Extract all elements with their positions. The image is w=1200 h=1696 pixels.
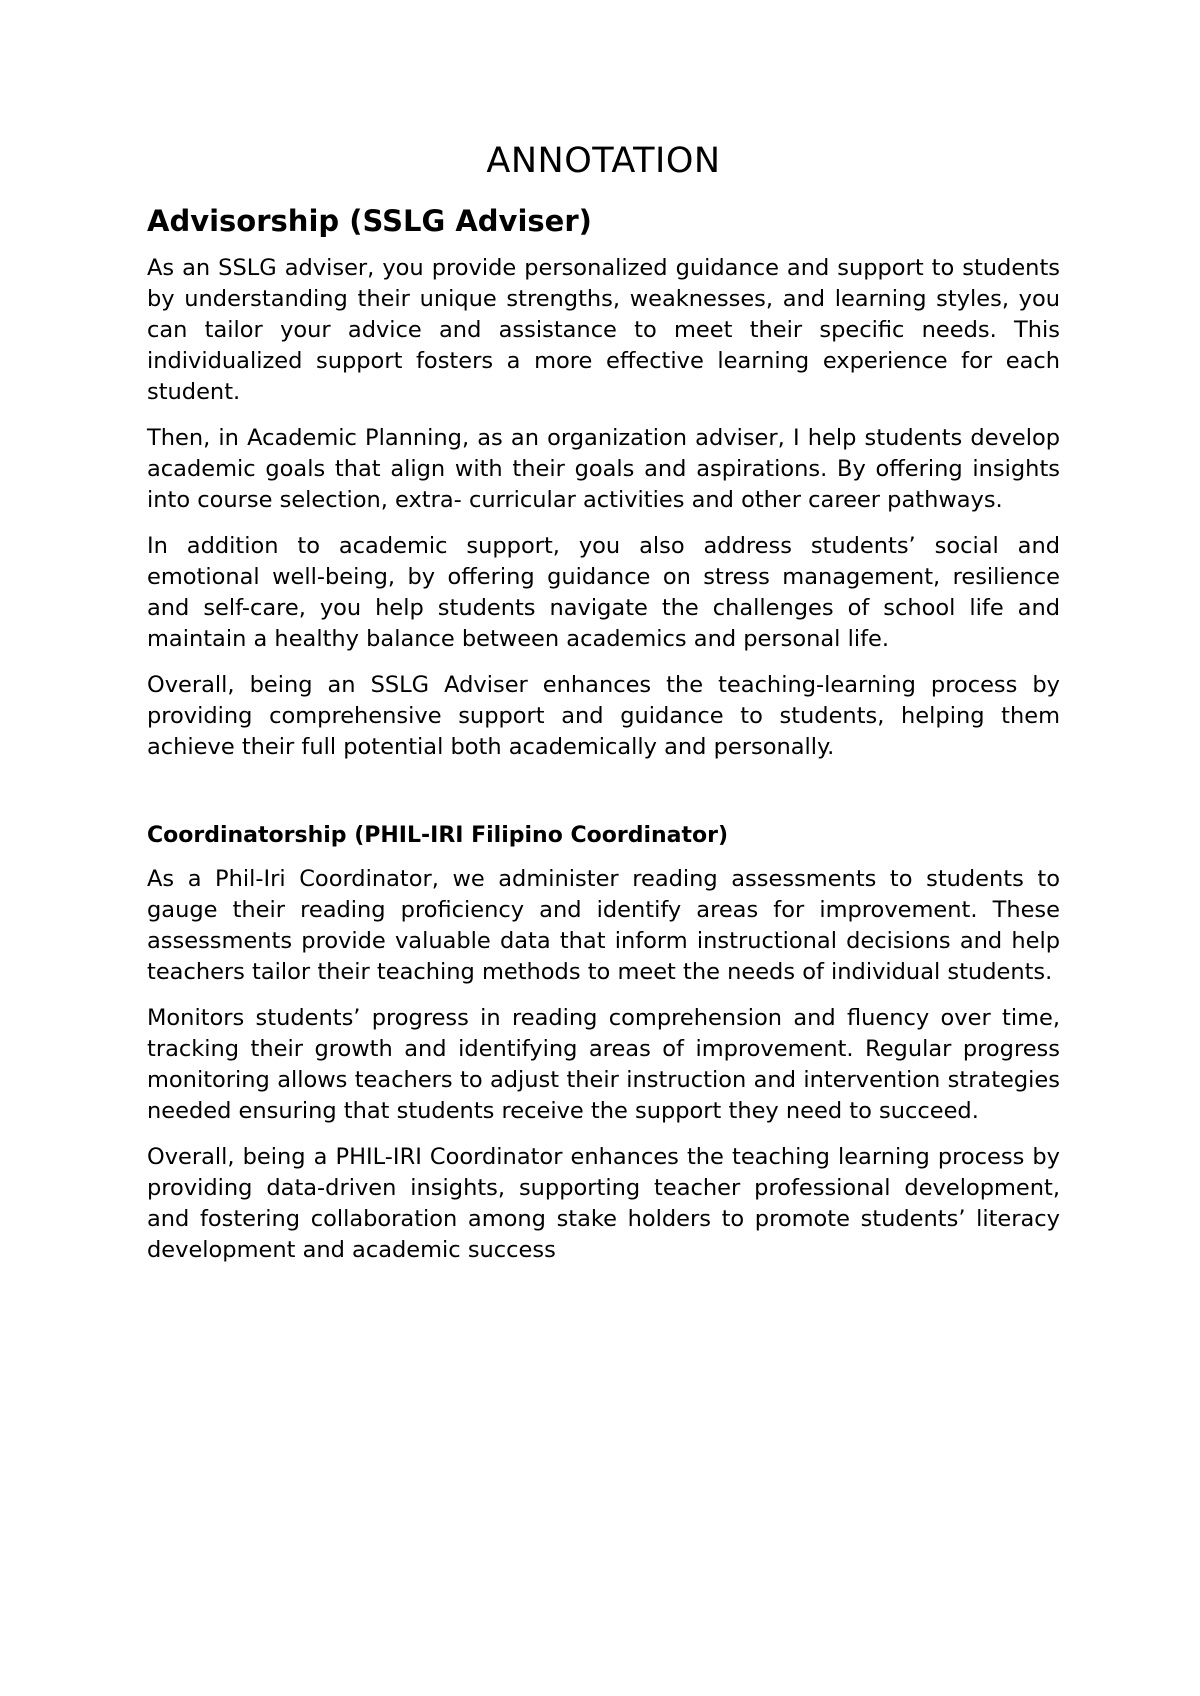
coordinatorship-paragraph-1: As a Phil-Iri Coordinator, we administer reading assessments to students to gauge their reading proficiency and identify areas for improvement. These assessments provide valuable data that inform instructional decisions and help teachers tailor their teaching methods to meet the needs of individual students. <box>147 866 1060 986</box>
advisorship-paragraph-3: In addition to academic support, you also address students’ social and emotional well-being, by offering guidance on stress management, resilience and self-care, you help students navigate the challenges of school life and maintain a healthy balance between academics and personal life. <box>147 532 1060 652</box>
coordinatorship-paragraph-2: Monitors students’ progress in reading comprehension and fluency over time, tracking their growth and identifying areas of improvement. Regular progress monitoring allows teachers to adjust their instruction and intervention strategies needed ensuring that students receive the support they need to succeed. <box>147 1005 1060 1125</box>
section-spacer <box>147 778 1060 822</box>
document-title: ANNOTATION <box>486 141 721 181</box>
advisorship-paragraph-4: Overall, being an SSLG Adviser enhances the teaching-learning process by providing comprehensive support and guidance to students, helping them achieve their full potential both academically and personally. <box>147 671 1060 760</box>
advisorship-paragraph-2: Then, in Academic Planning, as an organization adviser, I help students develop academic goals that align with their goals and aspirations. By offering insights into course selection, extra- curricular activities and other career pathways. <box>147 424 1060 513</box>
coordinatorship-paragraph-3: Overall, being a PHIL-IRI Coordinator enhances the teaching learning process by providing data-driven insights, supporting teacher professional development, and fostering collaboration among stake holders to promote students’ literacy development and academic success <box>147 1144 1060 1264</box>
section-heading-coordinatorship: Coordinatorship (PHIL-IRI Filipino Coordinator) <box>147 822 729 848</box>
section-heading-advisorship: Advisorship (SSLG Adviser) <box>147 204 592 238</box>
document-page <box>147 140 1060 1281</box>
advisorship-paragraph-1: As an SSLG adviser, you provide personalized guidance and support to students by understanding their unique strengths, weaknesses, and learning styles, you can tailor your advice and assistance to meet their specific needs. This individualized support fosters a more effective learning experience for each student. <box>147 254 1060 405</box>
